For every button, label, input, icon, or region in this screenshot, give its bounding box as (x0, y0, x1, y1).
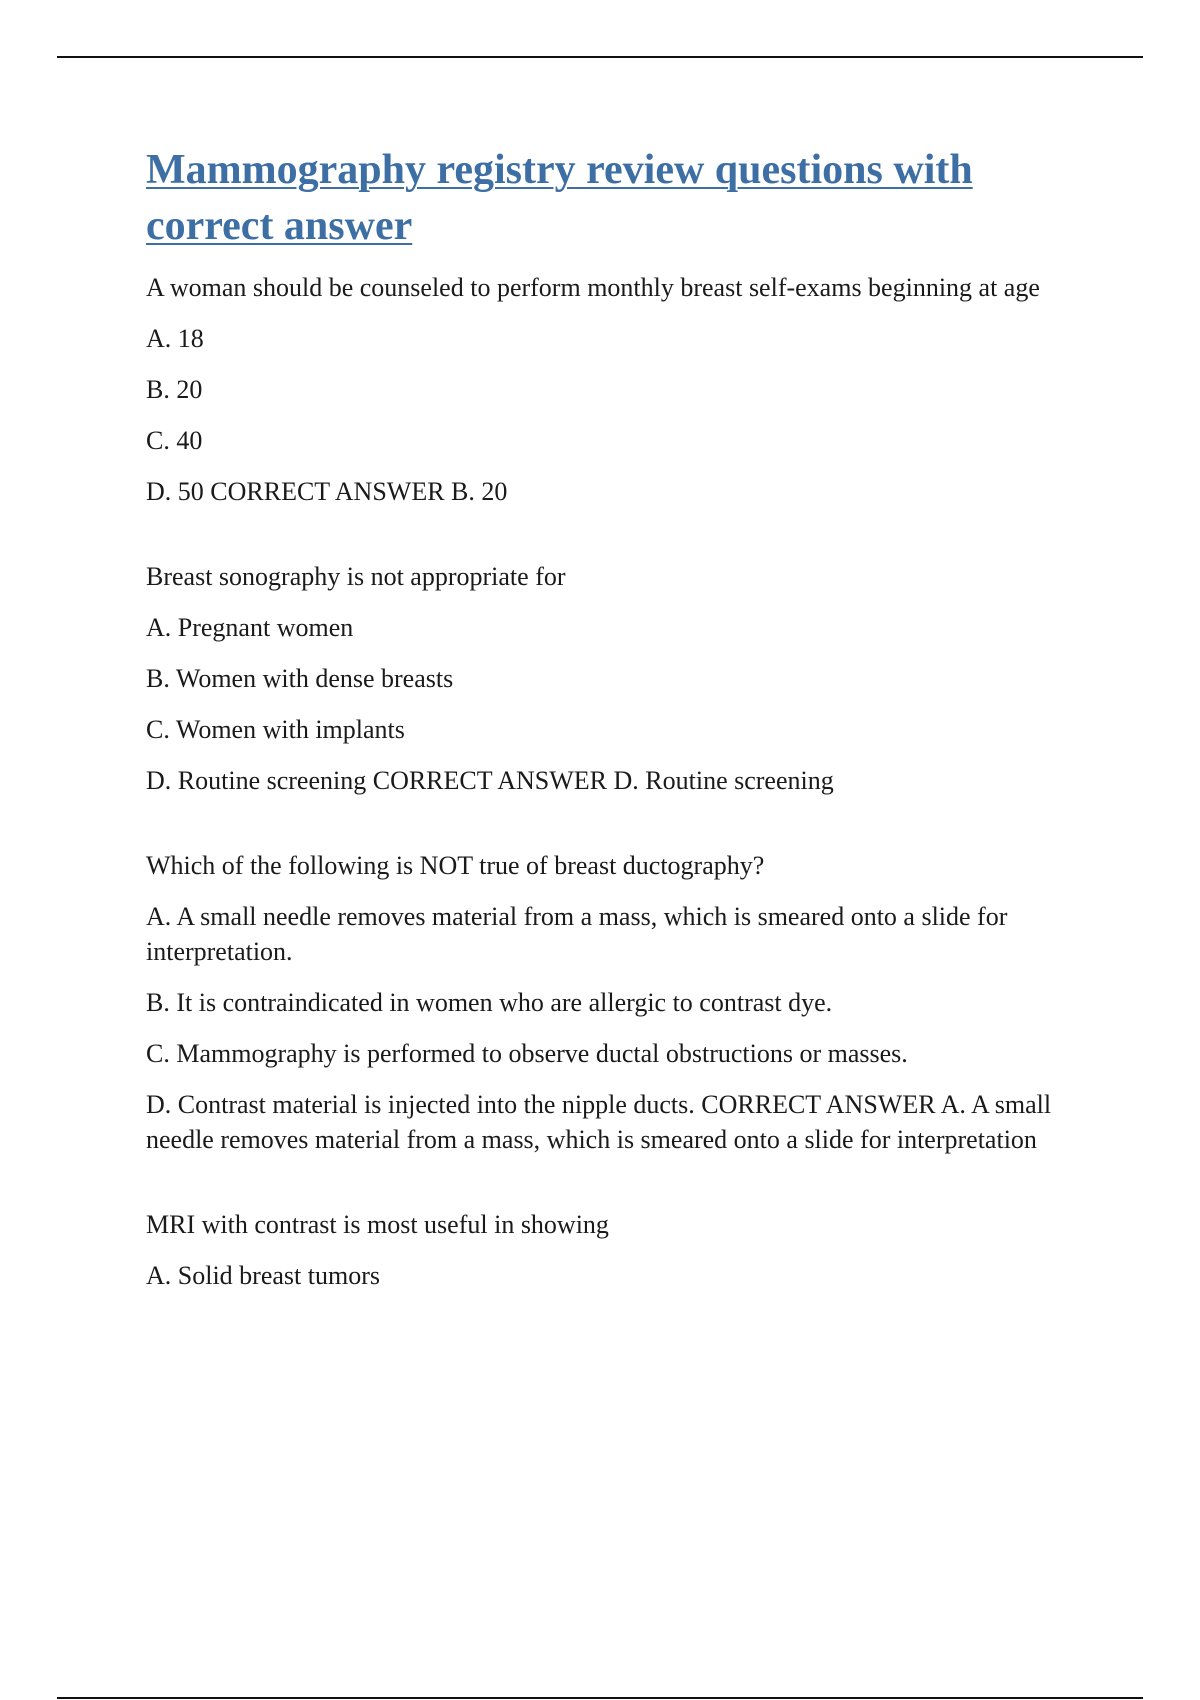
question-3-text: Which of the following is NOT true of breast ductography? (146, 851, 765, 880)
question-1-option-b: B. 20 (146, 375, 203, 404)
question-3-option-a: A. A small needle removes material from a mass, which is smeared onto a slide for interpretation. (146, 902, 1008, 966)
question-1 (146, 270, 1101, 509)
question-3-option-d: D. Contrast material is injected into the nipple ducts. CORRECT ANSWER A. A small needle removes material from a mass, which is smeared onto a slide for interpretation (146, 1090, 1052, 1154)
question-3-option-c: C. Mammography is performed to observe ductal obstructions or masses. (146, 1039, 908, 1068)
header-rule (57, 56, 1143, 58)
question-1-option-a: A. 18 (146, 324, 204, 353)
question-4-option-a: A. Solid breast tumors (146, 1261, 380, 1290)
question-2-option-b: B. Women with dense breasts (146, 664, 454, 693)
document-title: Mammography registry review questions with correct answer (146, 147, 973, 249)
question-3-option-b: B. It is contraindicated in women who are allergic to contrast dye. (146, 988, 833, 1017)
question-1-option-d: D. 50 CORRECT ANSWER B. 20 (146, 477, 508, 506)
document-page (146, 142, 1101, 1293)
question-1-text: A woman should be counseled to perform monthly breast self-exams beginning at age (146, 273, 1040, 302)
question-2-option-a: A. Pregnant women (146, 613, 354, 642)
question-3 (146, 848, 1101, 1157)
question-2 (146, 559, 1101, 798)
question-2-option-c: C. Women with implants (146, 715, 405, 744)
question-2-text: Breast sonography is not appropriate for (146, 562, 566, 591)
footer-rule (57, 1697, 1143, 1699)
question-2-option-d: D. Routine screening CORRECT ANSWER D. Routine screening (146, 766, 834, 795)
question-4 (146, 1207, 1101, 1293)
question-4-text: MRI with contrast is most useful in showing (146, 1210, 609, 1239)
question-1-option-c: C. 40 (146, 426, 203, 455)
